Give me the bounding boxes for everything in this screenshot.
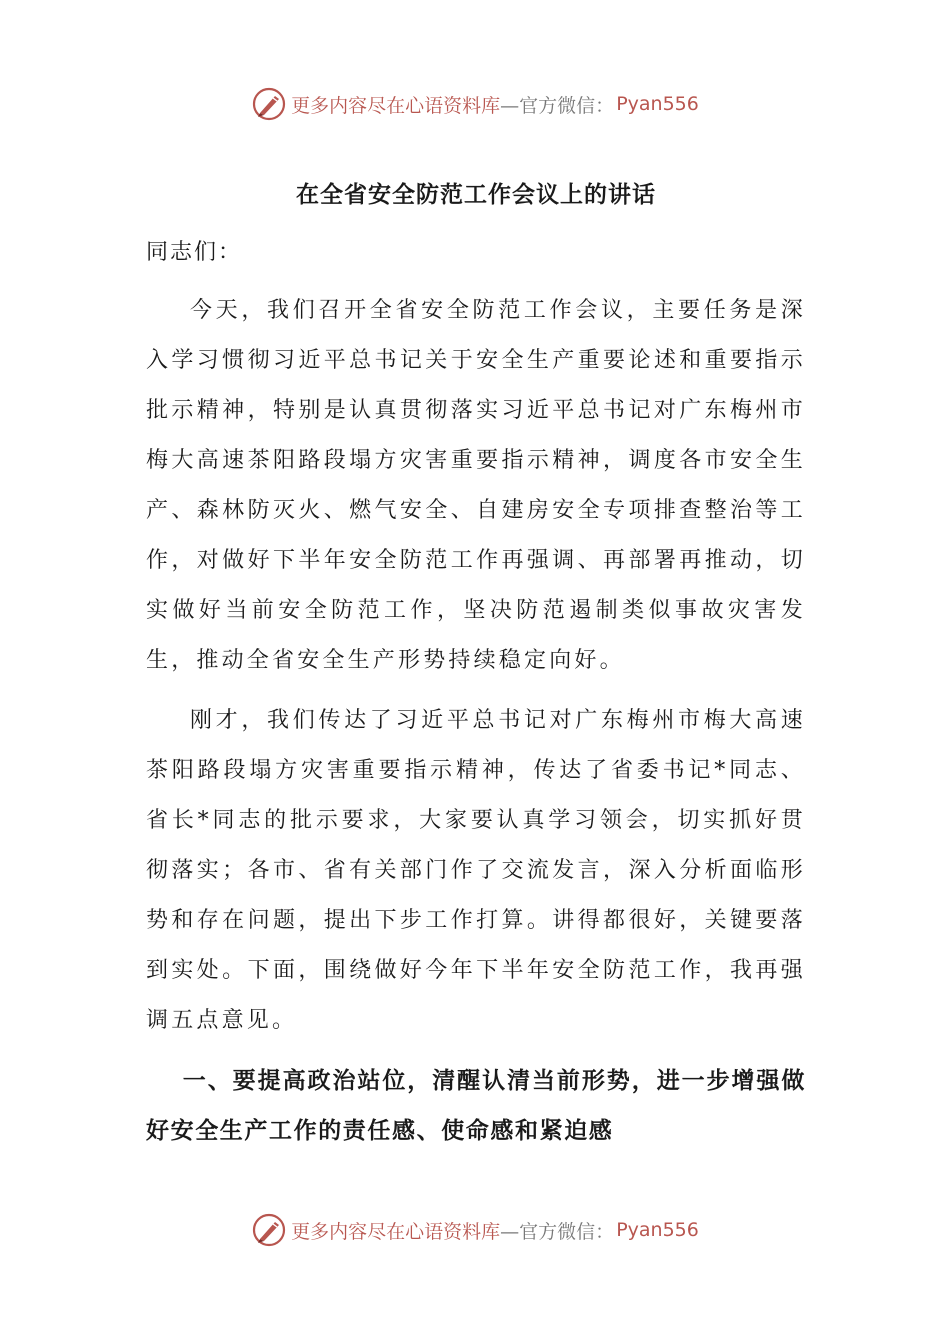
salutation: 同志们： (146, 240, 243, 265)
watermark-red-text: 更多内容尽在心语资料库 (291, 94, 501, 117)
watermark-gray-text: —官方微信： (500, 1220, 615, 1243)
document-body (146, 172, 806, 1156)
section-heading-1: 一、要提高政治站位，清醒认清当前形势，进一步增强做好安全生产工作的责任感、使命感和紧迫感 (146, 1067, 806, 1144)
paragraph-2: 刚才，我们传达了习近平总书记对广东梅州市梅大高速茶阳路段塌方灾害重要指示精神，传达了省委书记*同志、省长*同志的批示要求，大家要认真学习领会，切实抓好贯彻落实；各市、省有关部门作了交流发言，深入分析面临形势和存在问题，提出下步工作打算。讲得都很好，关键要落到实处。下面，围绕做好今年下半年安全防范工作，我再强调五点意见。 (146, 708, 806, 1033)
watermark-wechat-id: Pyan556 (616, 1219, 699, 1241)
pen-logo-icon (251, 1212, 287, 1248)
paragraph-1: 今天，我们召开全省安全防范工作会议，主要任务是深入学习惯彻习近平总书记关于安全生产重要论述和重要指示批示精神，特别是认真贯彻落实习近平总书记对广东梅州市梅大高速茶阳路段塌方灾害重要指示精神，调度各市安全生产、森林防灭火、燃气安全、自建房安全专项排查整治等工作，对做好下半年安全防范工作再强调、再部署再推动，切实做好当前安全防范工作，坚决防范遏制类似事故灾害发生，推动全省安全生产形势持续稳定向好。 (146, 298, 806, 673)
watermark-wechat-id: Pyan556 (616, 93, 699, 115)
watermark-footer (0, 1210, 950, 1250)
document-title: 在全省安全防范工作会议上的讲话 (296, 181, 656, 208)
pen-logo-icon (251, 86, 287, 122)
watermark-red-text: 更多内容尽在心语资料库 (291, 1220, 501, 1243)
watermark-header (0, 84, 950, 124)
watermark-gray-text: —官方微信： (500, 94, 615, 117)
